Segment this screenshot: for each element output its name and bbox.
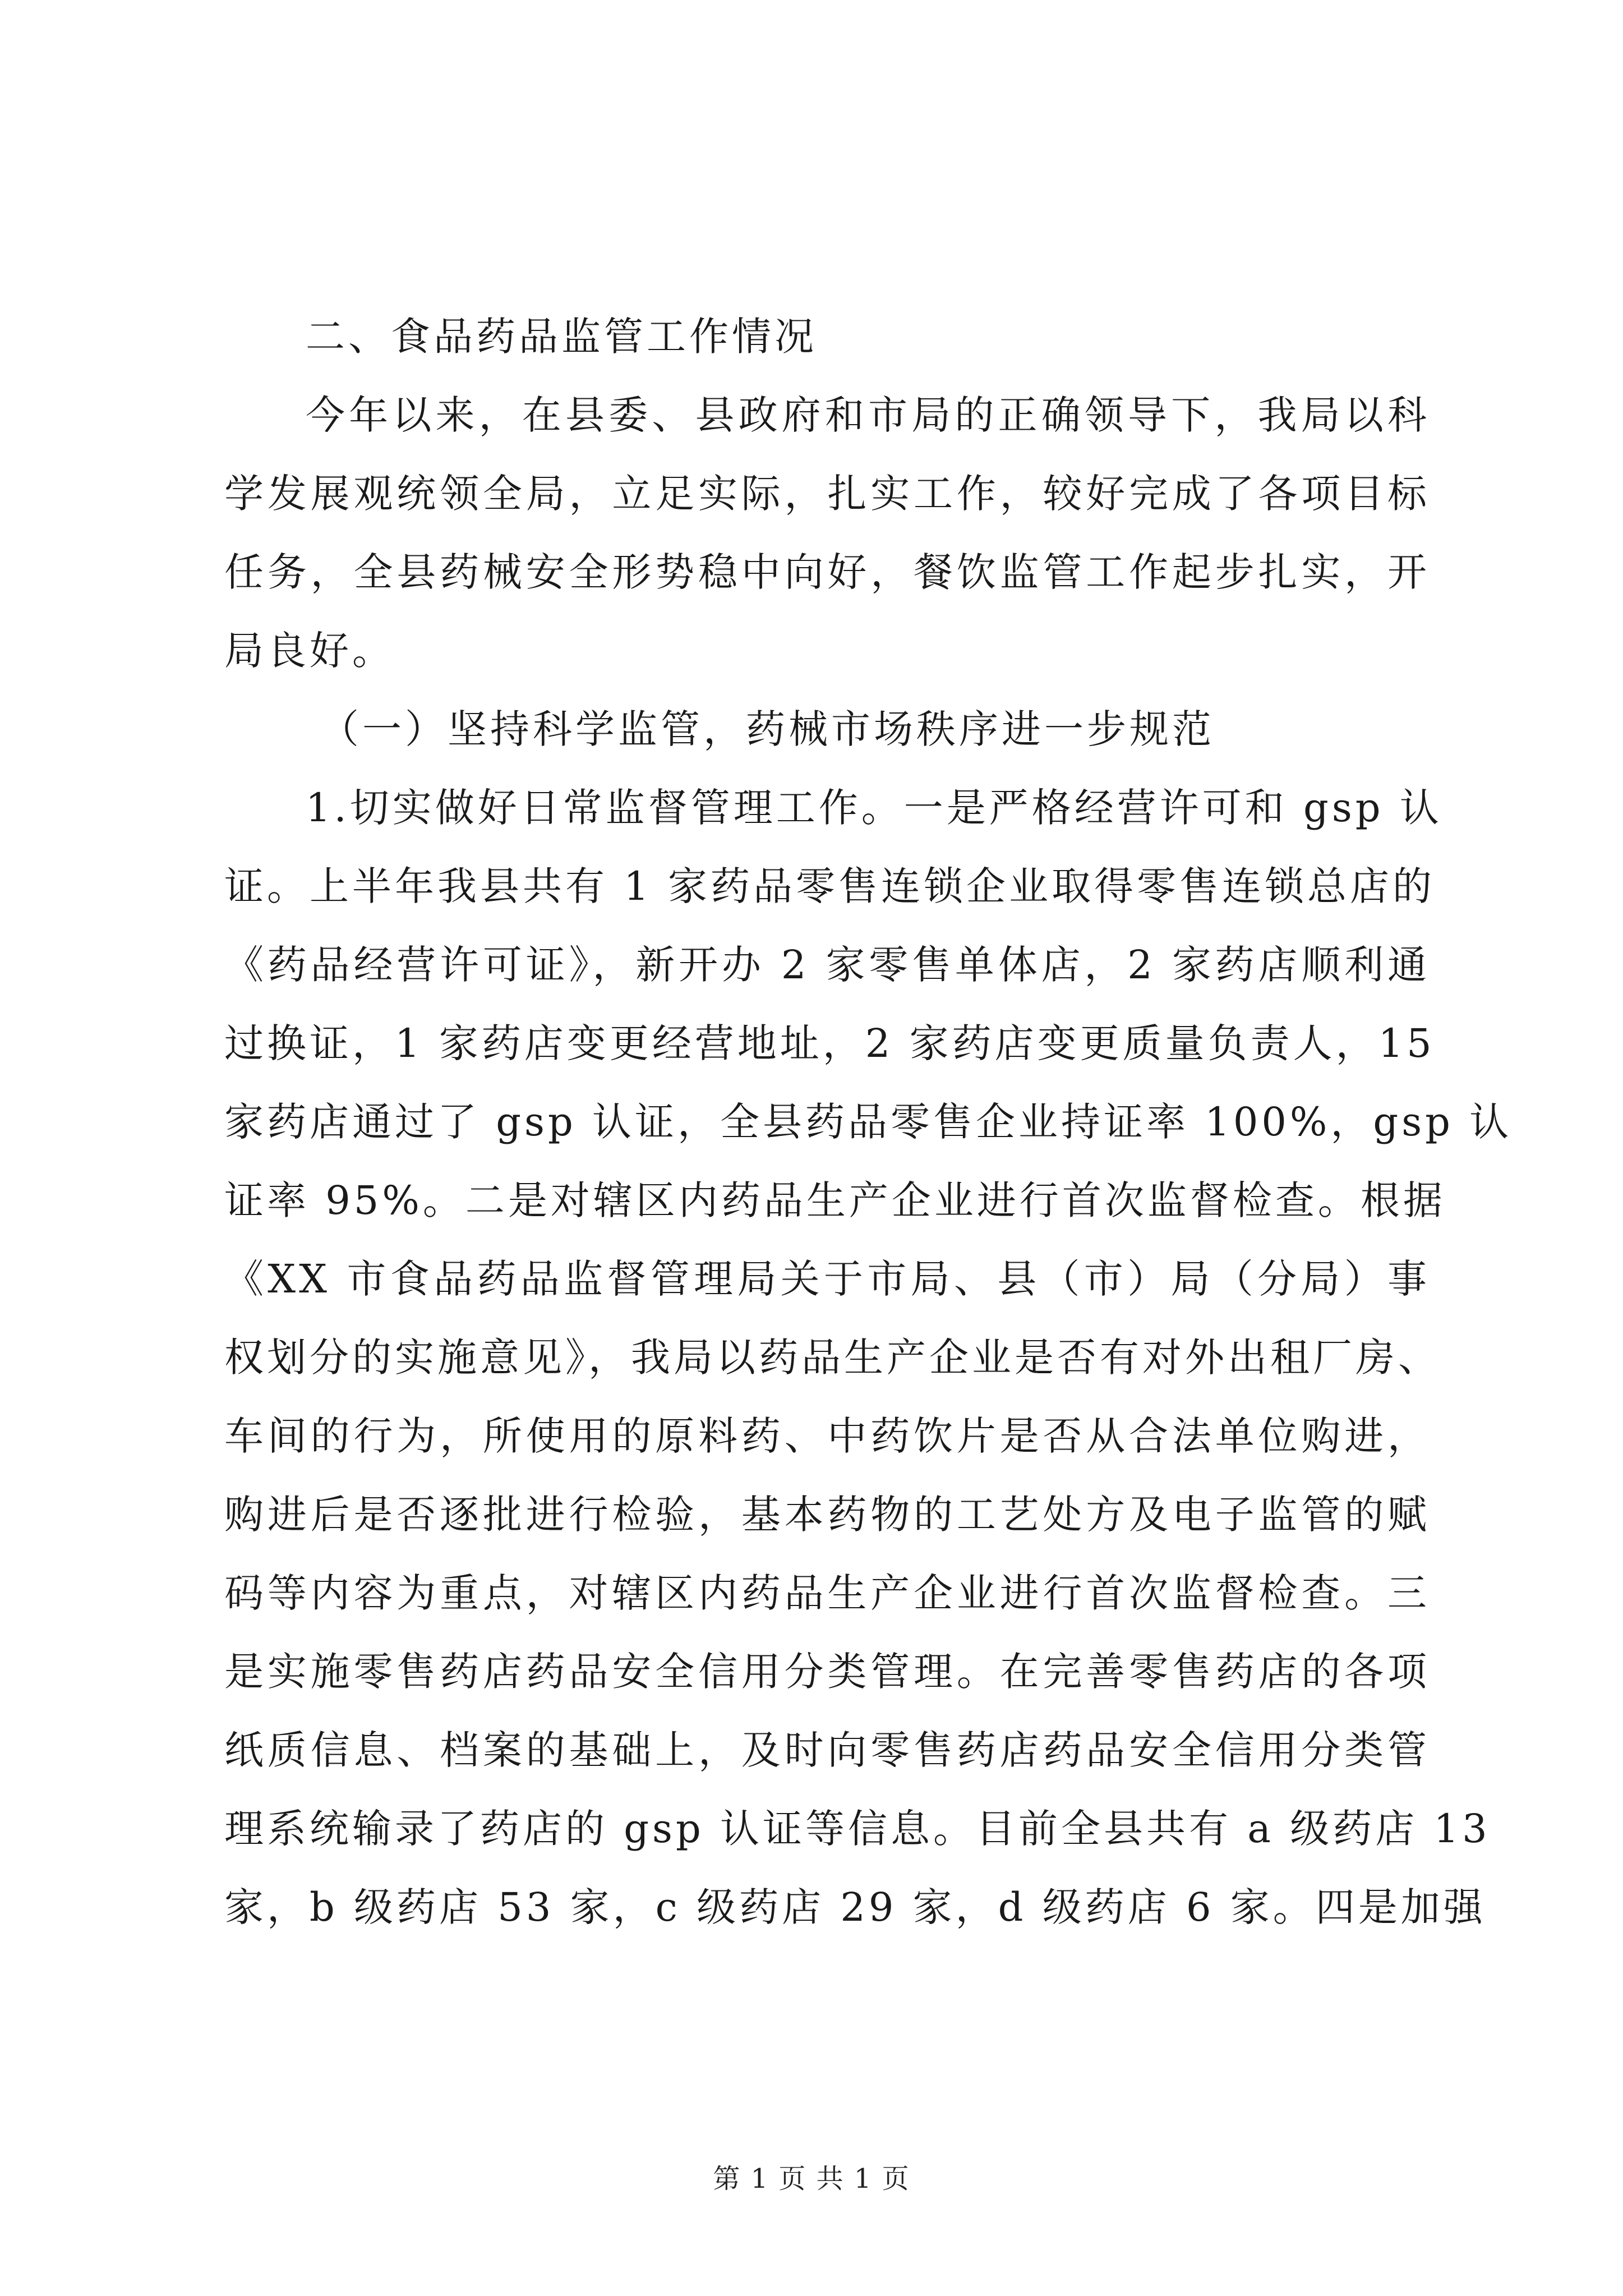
body-text-line: 是实施零售药店药品安全信用分类管理。在完善零售药店的各项 — [224, 1649, 1430, 1695]
body-text-line: 1.切实做好日常监督管理工作。一是严格经营许可和 gsp 认 — [306, 785, 1442, 831]
body-text-line: 今年以来，在县委、县政府和市局的正确领导下，我局以科 — [306, 392, 1430, 438]
body-text-line: 任务，全县药械安全形势稳中向好，餐饮监管工作起步扎实，开 — [224, 549, 1430, 595]
body-text-line: 局良好。 — [224, 628, 395, 674]
body-text-line: 家药店通过了 gsp 认证，全县药品零售企业持证率 100%，gsp 认 — [224, 1099, 1513, 1145]
page-footer: 第 1 页 共 1 页 — [713, 2163, 910, 2194]
body-text-line: 证率 95%。二是对辖区内药品生产企业进行首次监督检查。根据 — [224, 1177, 1446, 1223]
subsection-heading: （一）坚持科学监管，药械市场秩序进一步规范 — [320, 706, 1215, 752]
body-text-line: 证。上半年我县共有 1 家药品零售连锁企业取得零售连锁总店的 — [224, 863, 1436, 909]
body-text-line: 《XX 市食品药品监督管理局关于市局、县（市）局（分局）事 — [224, 1256, 1430, 1302]
body-text-line: 车间的行为，所使用的原料药、中药饮片是否从合法单位购进， — [224, 1413, 1430, 1459]
body-text-line: 纸质信息、档案的基础上，及时向零售药店药品安全信用分类管 — [224, 1727, 1430, 1773]
body-text-line: 权划分的实施意见》，我局以药品生产企业是否有对外出租厂房、 — [224, 1335, 1441, 1381]
body-text-line: 过换证，1 家药店变更经营地址，2 家药店变更质量负责人，15 — [224, 1020, 1435, 1066]
body-text-line: 购进后是否逐批进行检验，基本药物的工艺处方及电子监管的赋 — [224, 1492, 1430, 1538]
body-text-line: 理系统输录了药店的 gsp 认证等信息。目前全县共有 a 级药店 13 — [224, 1806, 1491, 1852]
body-text-line: 码等内容为重点，对辖区内药品生产企业进行首次监督检查。三 — [224, 1570, 1430, 1616]
body-text-line: 《药品经营许可证》，新开办 2 家零售单体店，2 家药店顺利通 — [224, 942, 1430, 988]
section-heading: 二、食品药品监管工作情况 — [306, 314, 817, 360]
body-text-line: 家，b 级药店 53 家，c 级药店 29 家，d 级药店 6 家。四是加强 — [224, 1884, 1486, 1930]
body-text-line: 学发展观统领全局，立足实际，扎实工作，较好完成了各项目标 — [224, 471, 1430, 517]
